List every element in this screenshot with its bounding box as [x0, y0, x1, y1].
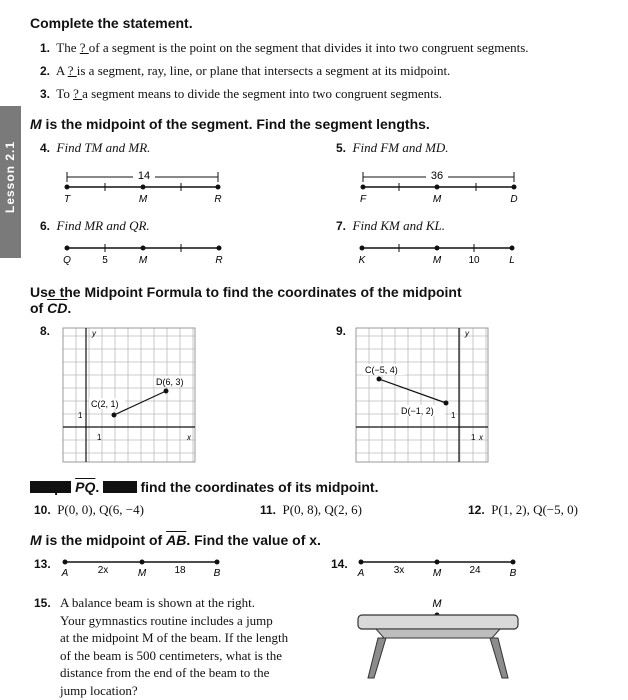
q9-label-c: C(−5, 4): [365, 365, 398, 375]
q4-point-r: [216, 185, 221, 190]
q4-point-m: [141, 185, 146, 190]
q13-label-m: M: [137, 568, 147, 579]
q7-point-k: [360, 246, 365, 251]
q6-label-r: R: [215, 255, 223, 266]
question-13-number: 13.: [34, 557, 51, 571]
question-11: 11. P(0, 8), Q(2, 6): [260, 502, 362, 517]
q9-point-c: [377, 377, 382, 382]
statement-3: 3. To ? a segment means to divide the segment into two congruent segments.: [40, 86, 443, 101]
obscured-word-then: Then: [103, 479, 137, 495]
q7-label-l: L: [509, 255, 515, 266]
q6-point-r: [217, 246, 222, 251]
balance-beam-figure: [352, 594, 524, 684]
q6-point-q: [65, 246, 70, 251]
section-title-complete: Complete the statement.: [30, 15, 193, 31]
q5-label-f: F: [359, 194, 367, 205]
statement-2: 2. A ? is a segment, ray, line, or plane that intersects a segment at its midpoint.: [40, 63, 451, 78]
q4-segment-figure: [55, 162, 235, 207]
q13-label-left: 2x: [97, 565, 109, 576]
q9-label-d: D(−1, 2): [401, 406, 434, 416]
q13-segment-figure: [56, 554, 226, 582]
beam-leg-right: [490, 638, 508, 678]
q7-segment-figure: [352, 238, 532, 268]
question-5: 5. Find FM and MD.: [336, 140, 449, 155]
q6-segment-figure: [55, 238, 235, 268]
q9-x-label: x: [479, 433, 483, 442]
q6-label-q: Q: [63, 255, 71, 266]
beam-top: [358, 615, 518, 629]
q5-point-m: [435, 185, 440, 190]
q4-point-t: [65, 185, 70, 190]
q7-label-m: M: [432, 255, 442, 266]
q13-label-a: A: [61, 568, 69, 579]
q6-point-m: [141, 246, 146, 251]
question-15-number: 15.: [34, 596, 51, 610]
q8-grid-border: [63, 328, 195, 462]
q9-one-y: 1: [451, 411, 456, 420]
q8-one-x: 1: [97, 433, 102, 442]
question-15-text: A balance beam is shown at the right. Your gymnastics routine includes a jump at the midpoint M of the beam. If the length of the beam is 500 centimeters, what is the distance from the end of the beam to the jump location?: [60, 595, 289, 698]
q8-point-d: [164, 389, 169, 394]
q13-point-m: [140, 560, 145, 565]
q9-coordinate-grid: [355, 327, 490, 463]
question-9-number: 9.: [336, 324, 347, 338]
beam-midpoint-label: M: [432, 598, 442, 610]
q13-point-b: [215, 560, 220, 565]
question-6: 6. Find MR and QR.: [40, 218, 150, 233]
question-8-number: 8.: [40, 324, 51, 338]
q9-segment-cd: [379, 379, 446, 403]
q8-coordinate-grid: [62, 327, 196, 463]
question-10: 10. P(0, 0), Q(6, −4): [34, 502, 144, 517]
section-title-midpoint-formula: Use the Midpoint Formula to find the coordinates of the midpoint of $\overline{CD}$.: [30, 284, 462, 316]
q14-label-left: 3x: [393, 565, 405, 576]
q14-point-b: [511, 560, 516, 565]
statement-1: 1. The ? of a segment is the point on the segment that divides it into two congruent segments.: [40, 40, 529, 55]
q5-label-m: M: [432, 194, 442, 205]
q5-label-d: D: [510, 194, 518, 205]
q14-label-a: A: [357, 568, 365, 579]
q9-one-x: 1: [471, 433, 476, 442]
obscured-word-graph: Graph: [30, 479, 72, 495]
q4-top-label: 14: [137, 170, 151, 182]
q6-label-length: 5: [102, 255, 108, 266]
question-7: 7. Find KM and KL.: [336, 218, 445, 233]
q14-label-b: B: [509, 568, 517, 579]
q7-label-k: K: [358, 255, 366, 266]
q5-point-d: [512, 185, 517, 190]
section-title-graph-pq: Graph $\overline{PQ}$. Then find the coordinates of its midpoint.: [30, 479, 379, 495]
q8-label-c: C(2, 1): [91, 399, 119, 409]
q14-label-m: M: [432, 568, 442, 579]
q9-point-d: [444, 401, 449, 406]
q5-top-label: 36: [430, 170, 444, 182]
q8-label-d: D(6, 3): [156, 377, 184, 387]
q9-y-label: y: [465, 329, 469, 338]
question-12: 12. P(1, 2), Q(−5, 0): [468, 502, 578, 517]
beam-support: [376, 629, 500, 638]
q4-label-m: M: [138, 194, 148, 205]
q13-point-a: [63, 560, 68, 565]
q13-label-b: B: [213, 568, 221, 579]
q7-label-length: 10: [468, 255, 480, 266]
q6-label-m: M: [138, 255, 148, 266]
question-4: 4. Find TM and MR.: [40, 140, 151, 155]
q13-label-right: 18: [174, 565, 186, 576]
q14-point-a: [359, 560, 364, 565]
question-14-number: 14.: [331, 557, 348, 571]
q14-point-m: [435, 560, 440, 565]
q4-label-r: R: [214, 194, 222, 205]
q5-point-f: [361, 185, 366, 190]
q8-y-label: y: [92, 329, 96, 338]
q8-gridlines: [63, 328, 195, 462]
q4-label-t: T: [63, 194, 71, 205]
lesson-tab: [0, 106, 21, 258]
q8-x-label: x: [187, 433, 191, 442]
section-title-segment-lengths: M is the midpoint of the segment. Find the segment lengths.: [30, 116, 430, 132]
q14-segment-figure: [352, 554, 522, 582]
section-title-find-x: M is the midpoint of $\overline{AB}$. Find the value of x.: [30, 532, 321, 548]
q14-label-right: 24: [469, 565, 481, 576]
beam-leg-left: [368, 638, 386, 678]
q7-point-l: [510, 246, 515, 251]
q7-point-m: [435, 246, 440, 251]
lesson-tab-label: Lesson 2.1: [3, 140, 17, 214]
q8-one-y: 1: [78, 411, 83, 420]
q8-point-c: [112, 413, 117, 418]
q5-segment-figure: [352, 162, 532, 207]
